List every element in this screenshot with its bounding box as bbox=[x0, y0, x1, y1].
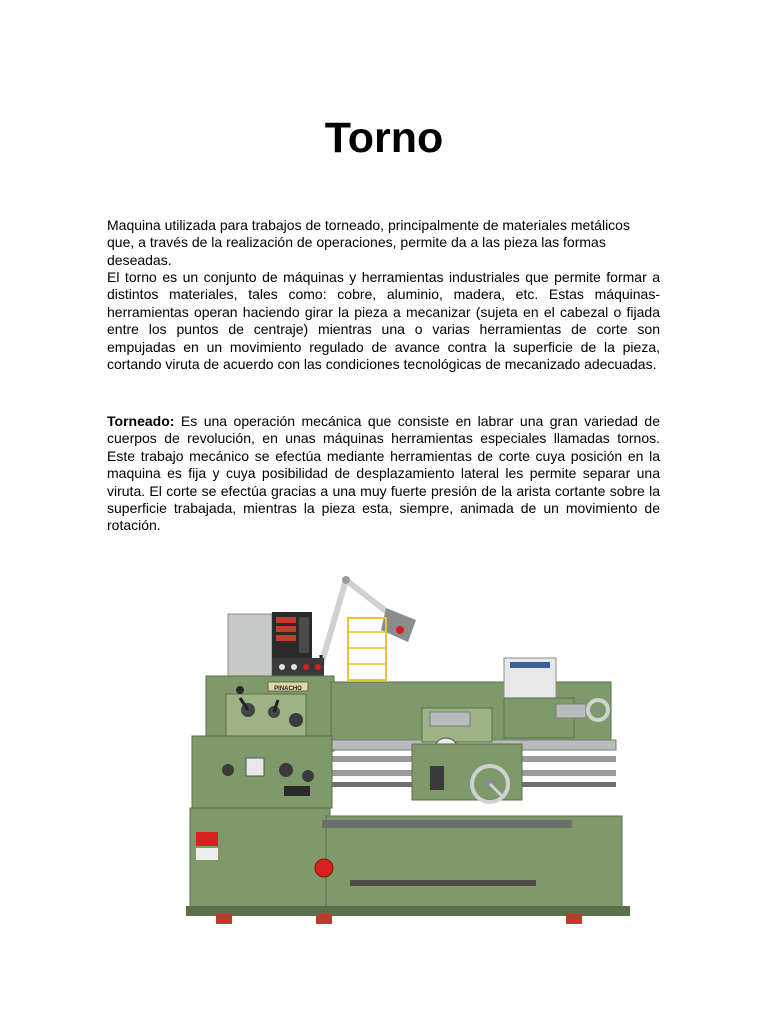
document-title: Torno bbox=[324, 114, 444, 162]
gearbox bbox=[192, 736, 332, 808]
chip-guard bbox=[348, 618, 386, 680]
work-lamp bbox=[321, 576, 416, 665]
turning-definition-text: Es una operación mecánica que consiste en labrar una gran variedad de cuerpos de revolución, en unas máquinas herramientas especiales llamadas tornos. Este trabajo mecánico se efectúa mediante herramientas de corte cuya posición en la maquina es fija y cuya posibilidad de desplazamiento lateral les permite separar una viruta. El corte se efectúa gracias a una muy fuerte presión de la arista cortante sobre la superficie trabajada, mientras la pieza esta, siempre, animada de un movimiento de rotación. bbox=[107, 413, 660, 534]
intro-paragraph: Maquina utilizada para trabajos de torneado, principalmente de materiales metálicos que, a través de la realización de operaciones, permite da a las pieza las formas deseadas. bbox=[107, 217, 630, 268]
nameplate-text: PINACHO bbox=[274, 686, 302, 692]
turning-term: Torneado: bbox=[107, 413, 175, 429]
turning-definition-paragraph bbox=[107, 413, 660, 535]
lathe-machine-image bbox=[186, 570, 636, 930]
lathe-description-paragraph: El torno es un conjunto de máquinas y herramientas industriales que permite formar a distintos materiales, tales como: cobre, aluminio, madera, etc. Estas máquinas-herramientas operan haciendo girar la pieza a mecanizar (sujeta en el cabezal o fijada entre los puntos de centraje) mientras una o varias herramientas de corte son empujadas en un movimiento regulado de avance contra la superficie de la pieza, cortando viruta de acuerdo con las condiciones tecnológicas de mecanizado adecuadas. bbox=[107, 269, 660, 373]
machine-base bbox=[186, 808, 630, 924]
digital-readout bbox=[228, 612, 324, 676]
emergency-stop-icon bbox=[315, 859, 333, 877]
